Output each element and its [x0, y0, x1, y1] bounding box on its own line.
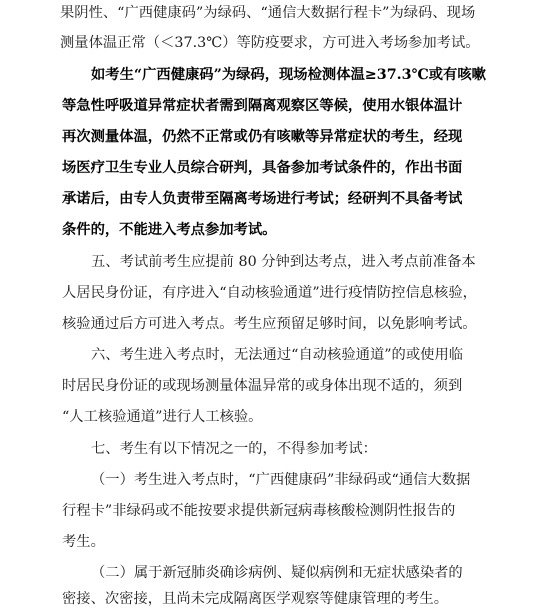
line-text: 考生。 [62, 534, 105, 550]
line-text: 等急性呼吸道异常症状者需到隔离观察区等候，使用水银体温计 [62, 98, 463, 114]
line-text: 五、考试前考生应提前 80 分钟到达考点，进入考点前准备本 [91, 254, 476, 270]
text-line [0, 93, 551, 119]
line-text: 时居民身份证的或现场测量体温异常的或身体出现不适的，须到 [62, 378, 463, 394]
line-text: 再次测量体温，仍然不正常或仍有咳嗽等异常症状的考生，经现 [62, 129, 463, 145]
text-line [0, 311, 551, 337]
text-line [0, 342, 551, 368]
text-line [0, 560, 551, 586]
text-line [0, 0, 551, 26]
text-line [0, 30, 551, 56]
text-line [0, 249, 551, 275]
line-text: 承诺后，由专人负责带至隔离考场进行考试；经研判不具备考试 [62, 191, 463, 207]
line-text: 如考生“广西健康码”为绿码，现场检测体温≥37.3℃或有咳嗽 [91, 67, 486, 83]
line-text: 六、考生进入考点时，无法通过“自动核验通道”的或使用临 [91, 347, 464, 363]
text-line [0, 186, 551, 212]
text-line [0, 124, 551, 150]
text-line [0, 529, 551, 555]
text-line [0, 62, 551, 88]
line-text: （二）属于新冠肺炎确诊病例、疑似病例和无症状感染者的 [91, 565, 463, 581]
line-text: 核验通过后方可进入考点。考生应预留足够时间，以免影响考试。 [62, 316, 477, 332]
line-text: 场医疗卫生专业人员综合研判，具备参加考试条件的，作出书面 [62, 160, 463, 176]
text-line [0, 404, 551, 430]
text-line [0, 155, 551, 181]
line-text: 果阴性、“广西健康码”为绿码、“通信大数据行程卡”为绿码、现场 [60, 5, 476, 21]
text-line [0, 436, 551, 462]
line-text: 密接、次密接，且尚未完成隔离医学观察等健康管理的考生。 [62, 591, 449, 607]
line-text: （一）考生进入考点时，“广西健康码”非绿码或“通信大数据 [91, 472, 471, 488]
text-line [0, 498, 551, 524]
text-line [0, 586, 551, 612]
text-line [0, 467, 551, 493]
line-text: 测量体温正常（＜37.3℃）等防疫要求，方可进入考场参加考试。 [60, 35, 480, 51]
line-text: 人居民身份证，有序进入“自动核验通道”进行疫情防控信息核验， [62, 285, 477, 301]
line-text: 条件的，不能进入考点参加考试。 [62, 222, 277, 238]
text-line [0, 373, 551, 399]
text-line [0, 217, 551, 243]
line-text: 七、考生有以下情况之一的，不得参加考试： [91, 441, 377, 457]
line-text: “人工核验通道”进行人工核验。 [62, 409, 263, 425]
text-line [0, 280, 551, 306]
line-text: 行程卡”非绿码或不能按要求提供新冠病毒核酸检测阴性报告的 [62, 503, 456, 519]
